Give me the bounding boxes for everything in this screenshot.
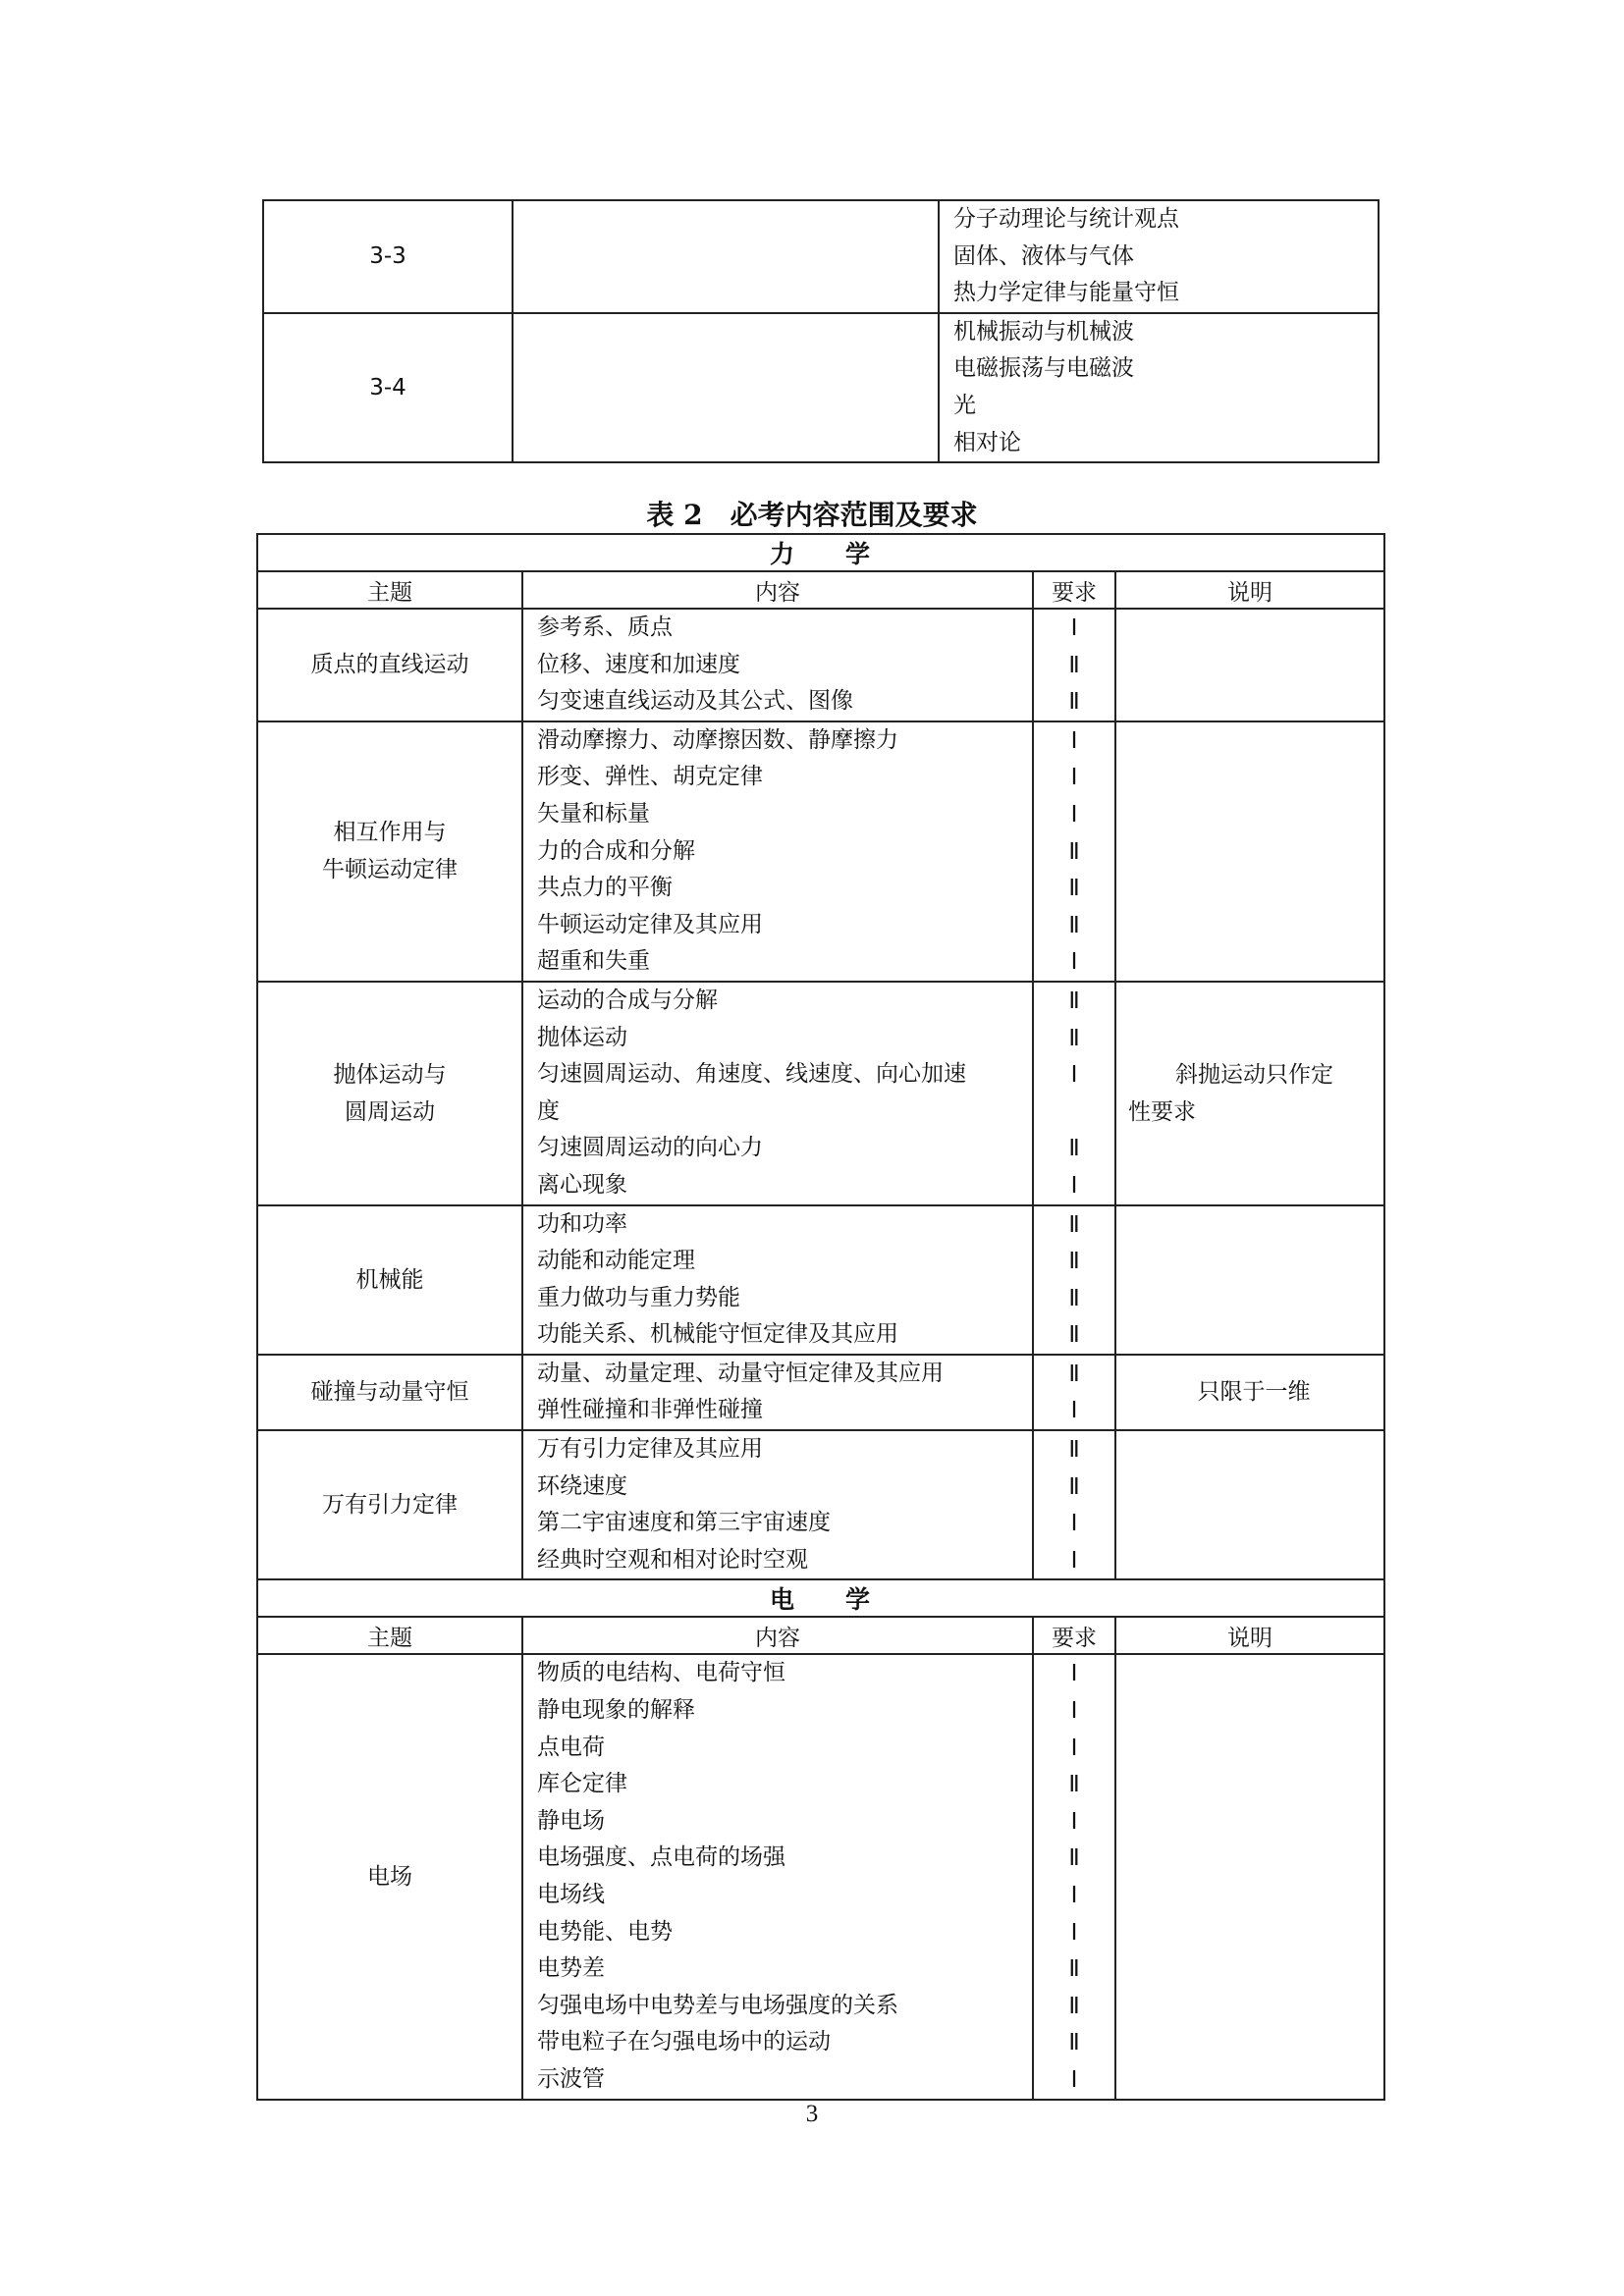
requirement-level: Ⅱ bbox=[1068, 1025, 1080, 1050]
note-cell bbox=[1115, 721, 1384, 982]
required-content-table bbox=[256, 533, 1385, 2101]
content-item: 静电场 bbox=[537, 1807, 605, 1834]
requirement-level: Ⅰ bbox=[1070, 727, 1078, 753]
column-header-req: 要求 bbox=[1033, 571, 1115, 609]
note-text: 斜抛运动只作定 bbox=[1175, 1061, 1333, 1088]
requirement-level: Ⅰ bbox=[1070, 949, 1078, 975]
requirement-level: Ⅰ bbox=[1070, 801, 1078, 827]
topic-name: 相互作用与 bbox=[333, 820, 447, 846]
topic-cell bbox=[257, 1205, 522, 1355]
table-caption: 表 2 必考内容范围及要求 bbox=[646, 499, 978, 531]
requirement-level: Ⅱ bbox=[1068, 1249, 1080, 1274]
content-cell bbox=[522, 982, 1033, 1205]
topic-group bbox=[257, 1430, 1384, 1579]
content-item: 环绕速度 bbox=[537, 1472, 627, 1499]
requirement-level: Ⅰ bbox=[1070, 1735, 1078, 1760]
column-header-content: 内容 bbox=[522, 1617, 1033, 1654]
electricity-section-header bbox=[257, 1579, 1384, 1617]
column-header-topic: 主题 bbox=[257, 1617, 522, 1654]
topic-group bbox=[257, 1355, 1384, 1430]
section-title bbox=[257, 1579, 1384, 1617]
module-item: 固体、液体与气体 bbox=[953, 242, 1134, 269]
content-item: 点电荷 bbox=[537, 1734, 605, 1760]
content-item: 功能关系、机械能守恒定律及其应用 bbox=[537, 1321, 898, 1348]
content-item: 物质的电结构、电荷守恒 bbox=[537, 1660, 785, 1686]
requirement-cell bbox=[1033, 1205, 1115, 1355]
requirement-cell bbox=[1033, 609, 1115, 721]
requirement-level: Ⅱ bbox=[1068, 2030, 1080, 2056]
module-empty-cell bbox=[513, 200, 939, 313]
requirement-level: Ⅰ bbox=[1070, 1698, 1078, 1724]
requirement-level bbox=[1034, 1094, 1114, 1131]
topic-name: 万有引力定律 bbox=[322, 1492, 458, 1519]
column-header-note: 说明 bbox=[1115, 571, 1384, 609]
page-number: 3 bbox=[805, 2101, 819, 2127]
column-header-content: 内容 bbox=[522, 571, 1033, 609]
content-item: 弹性碰撞和非弹性碰撞 bbox=[537, 1397, 763, 1423]
topic-name: 抛体运动与 bbox=[333, 1061, 447, 1088]
content-item: 动能和动能定理 bbox=[537, 1248, 695, 1274]
content-cell bbox=[522, 609, 1033, 721]
module-id: 3-4 bbox=[263, 313, 513, 462]
topic-cell bbox=[257, 1430, 522, 1579]
topic-name: 机械能 bbox=[355, 1266, 424, 1293]
requirement-level: Ⅰ bbox=[1070, 1808, 1078, 1834]
content-item: 重力做功与重力势能 bbox=[537, 1284, 740, 1310]
content-item: 度 bbox=[537, 1097, 560, 1124]
elective-module-table bbox=[262, 199, 1380, 463]
content-item: 运动的合成与分解 bbox=[537, 987, 718, 1013]
topic-group bbox=[257, 1205, 1384, 1355]
topic-group bbox=[257, 609, 1384, 721]
requirement-level: Ⅰ bbox=[1070, 1547, 1078, 1573]
topic-group bbox=[257, 1654, 1384, 2099]
module-item: 光 bbox=[953, 392, 976, 418]
requirement-level: Ⅱ bbox=[1068, 876, 1080, 901]
requirement-level: Ⅰ bbox=[1070, 1062, 1078, 1088]
requirement-level: Ⅰ bbox=[1070, 1883, 1078, 1907]
content-item: 抛体运动 bbox=[537, 1024, 627, 1050]
topic-cell bbox=[257, 1355, 522, 1430]
requirement-cell bbox=[1033, 1430, 1115, 1579]
requirement-level: Ⅱ bbox=[1068, 1136, 1080, 1161]
module-item: 热力学定律与能量守恒 bbox=[953, 280, 1179, 306]
note-text: 只限于一维 bbox=[1197, 1379, 1311, 1406]
content-item: 形变、弹性、胡克定律 bbox=[537, 764, 763, 790]
section-title bbox=[257, 534, 1384, 571]
requirement-level: Ⅰ bbox=[1070, 1511, 1078, 1536]
requirement-cell bbox=[1033, 1654, 1115, 2099]
requirement-level: Ⅱ bbox=[1068, 1845, 1080, 1871]
content-item: 电场线 bbox=[537, 1882, 605, 1907]
content-item: 电场强度、点电荷的场强 bbox=[537, 1844, 785, 1871]
requirement-level: Ⅱ bbox=[1068, 912, 1080, 937]
note-cell bbox=[1115, 982, 1384, 1205]
section-title-char: 力 bbox=[770, 540, 797, 568]
note-cell bbox=[1115, 1205, 1384, 1355]
module-id: 3-3 bbox=[263, 200, 513, 313]
content-item: 动量、动量定理、动量守恒定律及其应用 bbox=[537, 1360, 944, 1386]
requirement-level: Ⅱ bbox=[1068, 988, 1080, 1013]
requirement-level: Ⅱ bbox=[1068, 1473, 1080, 1499]
module-item: 电磁振荡与电磁波 bbox=[953, 355, 1134, 382]
module-item: 分子动理论与统计观点 bbox=[953, 206, 1179, 232]
topic-group bbox=[257, 721, 1384, 982]
module-item: 相对论 bbox=[953, 429, 1021, 455]
content-cell bbox=[522, 1355, 1033, 1430]
requirement-level: Ⅱ bbox=[1068, 652, 1080, 677]
module-items bbox=[939, 313, 1379, 462]
topic-cell bbox=[257, 609, 522, 721]
column-header-req: 要求 bbox=[1033, 1617, 1115, 1654]
content-item: 静电现象的解释 bbox=[537, 1697, 695, 1724]
module-row bbox=[263, 313, 1379, 462]
elective-module-rows bbox=[263, 200, 1379, 462]
section-title-char: 电 bbox=[770, 1585, 797, 1615]
content-item: 共点力的平衡 bbox=[537, 875, 673, 901]
requirement-cell bbox=[1033, 1355, 1115, 1430]
section-title-char: 学 bbox=[845, 1585, 873, 1615]
module-item: 机械振动与机械波 bbox=[953, 318, 1134, 345]
module-row bbox=[263, 200, 1379, 313]
requirement-level: Ⅱ bbox=[1068, 689, 1080, 715]
mechanics-section-header bbox=[257, 534, 1384, 571]
requirement-level: Ⅰ bbox=[1070, 1398, 1078, 1423]
topic-group bbox=[257, 982, 1384, 1205]
module-empty-cell bbox=[513, 313, 939, 462]
content-item: 矢量和标量 bbox=[537, 800, 650, 827]
topic-cell bbox=[257, 982, 522, 1205]
requirement-level: Ⅰ bbox=[1070, 765, 1078, 790]
requirement-level: Ⅱ bbox=[1068, 1993, 1080, 2018]
column-header-topic: 主题 bbox=[257, 571, 522, 609]
content-item: 超重和失重 bbox=[537, 948, 650, 975]
section-title-char: 学 bbox=[845, 540, 873, 568]
content-item: 库仑定律 bbox=[537, 1771, 627, 1797]
content-item: 参考系、质点 bbox=[537, 614, 673, 640]
content-item: 位移、速度和加速度 bbox=[537, 651, 740, 677]
content-item: 第二宇宙速度和第三宇宙速度 bbox=[537, 1510, 831, 1536]
note-cell bbox=[1115, 609, 1384, 721]
requirement-cell bbox=[1033, 721, 1115, 982]
content-item: 匀速圆周运动的向心力 bbox=[537, 1135, 763, 1161]
requirement-level: Ⅱ bbox=[1068, 1361, 1080, 1386]
content-item: 离心现象 bbox=[537, 1171, 627, 1198]
column-header-row bbox=[257, 571, 1384, 609]
requirement-level: Ⅱ bbox=[1068, 1772, 1080, 1797]
requirement-level: Ⅰ bbox=[1070, 1919, 1078, 1945]
module-items bbox=[939, 200, 1379, 313]
requirement-level: Ⅱ bbox=[1068, 838, 1080, 864]
note-cell bbox=[1115, 1355, 1384, 1430]
requirement-level: Ⅱ bbox=[1068, 1322, 1080, 1348]
content-cell bbox=[522, 1654, 1033, 2099]
requirement-level: Ⅰ bbox=[1070, 2066, 1078, 2092]
note-cell bbox=[1115, 1654, 1384, 2099]
content-item: 匀强电场中电势差与电场强度的关系 bbox=[537, 1992, 898, 2018]
requirement-level: Ⅱ bbox=[1068, 1285, 1080, 1310]
column-header-row bbox=[257, 1617, 1384, 1654]
content-item: 电势能、电势 bbox=[537, 1918, 673, 1945]
content-item: 电势差 bbox=[537, 1955, 605, 1982]
content-item: 滑动摩擦力、动摩擦因数、静摩擦力 bbox=[537, 726, 898, 753]
content-item: 万有引力定律及其应用 bbox=[537, 1436, 763, 1463]
content-cell bbox=[522, 721, 1033, 982]
column-header-note: 说明 bbox=[1115, 1617, 1384, 1654]
content-item: 经典时空观和相对论时空观 bbox=[537, 1546, 808, 1573]
content-item: 示波管 bbox=[537, 2065, 605, 2092]
requirement-level: Ⅱ bbox=[1068, 1956, 1080, 1982]
topic-cell bbox=[257, 721, 522, 982]
note-cell bbox=[1115, 1430, 1384, 1579]
content-item: 匀速圆周运动、角速度、线速度、向心加速 bbox=[537, 1061, 966, 1088]
topic-name: 电场 bbox=[367, 1864, 412, 1890]
topic-name: 碰撞与动量守恒 bbox=[310, 1379, 469, 1406]
topic-name: 牛顿运动定律 bbox=[322, 857, 458, 883]
required-content-rows bbox=[257, 534, 1384, 2100]
topic-name: 圆周运动 bbox=[345, 1098, 435, 1125]
requirement-level: Ⅰ bbox=[1070, 1172, 1078, 1198]
requirement-level: Ⅰ bbox=[1070, 615, 1078, 640]
requirement-level: Ⅱ bbox=[1068, 1437, 1080, 1463]
content-cell bbox=[522, 1430, 1033, 1579]
requirement-level: Ⅰ bbox=[1070, 1661, 1078, 1686]
requirement-level: Ⅱ bbox=[1068, 1211, 1080, 1237]
content-item: 功和功率 bbox=[537, 1210, 627, 1237]
topic-name: 质点的直线运动 bbox=[310, 652, 469, 678]
content-item: 匀变速直线运动及其公式、图像 bbox=[537, 688, 853, 715]
content-item: 牛顿运动定律及其应用 bbox=[537, 911, 763, 937]
content-cell bbox=[522, 1205, 1033, 1355]
content-item: 力的合成和分解 bbox=[537, 837, 695, 864]
requirement-cell bbox=[1033, 982, 1115, 1205]
topic-cell bbox=[257, 1654, 522, 2099]
note-text: 性要求 bbox=[1128, 1098, 1196, 1125]
content-item: 带电粒子在匀强电场中的运动 bbox=[537, 2029, 831, 2056]
